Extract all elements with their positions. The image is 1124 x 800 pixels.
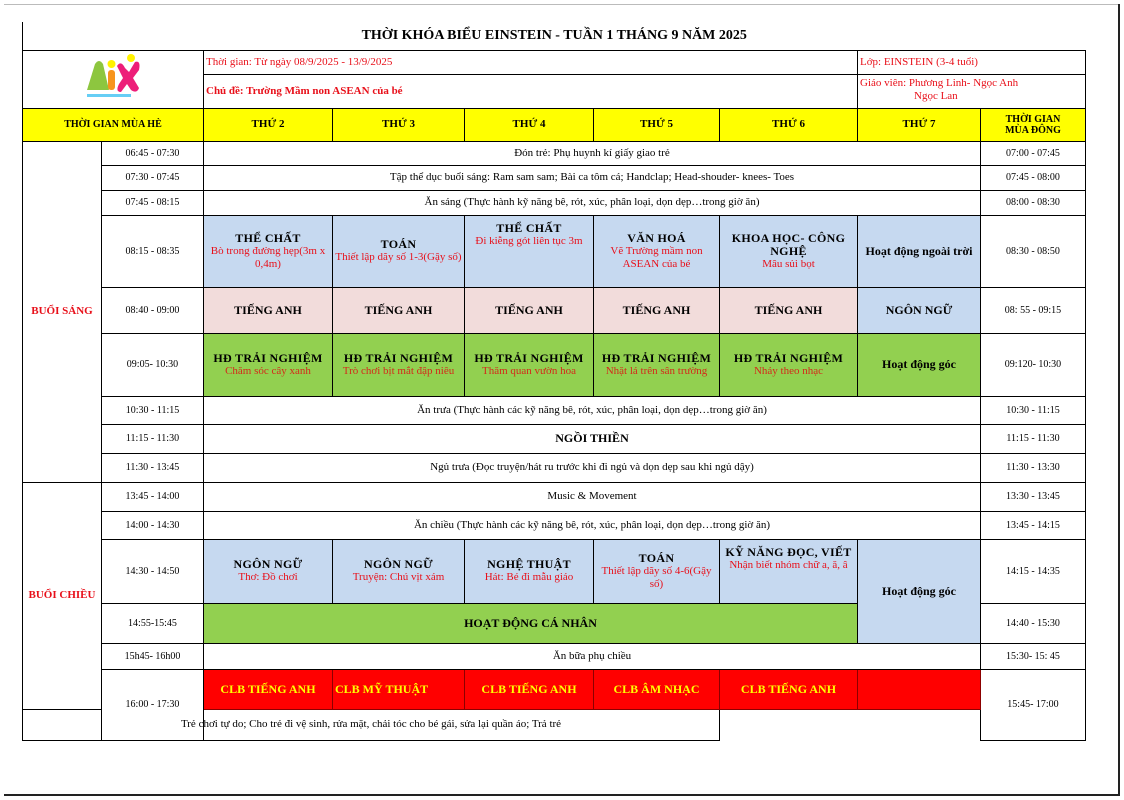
winter-time: 09:120- 10:30	[981, 333, 1086, 396]
header-summer-time: THỜI GIAN MÙA HÈ	[23, 108, 204, 141]
club-cell: CLB TIẾNG ANH	[204, 669, 333, 709]
activity-full-row: Đón trẻ: Phụ huynh kí giấy giao trẻ	[204, 141, 981, 165]
header-winter-time	[981, 108, 1086, 141]
activity-full-row: Ăn trưa (Thực hành các kỹ năng bê, rót, xúc, phân loại, dọn dẹp…trong giờ ăn)	[204, 396, 981, 424]
summer-time: 10:30 - 11:15	[102, 396, 204, 424]
lesson-subject: NGÔN NGỮ	[364, 557, 433, 571]
header-day-sat: THỨ 7	[858, 108, 981, 141]
lesson-activity: Đi kiễng gót liên tục 3m	[475, 234, 583, 247]
winter-time: 08: 55 - 09:15	[981, 287, 1086, 333]
lesson-subject: THỂ CHẤT	[235, 230, 301, 245]
summer-time: 14:00 - 14:30	[102, 511, 204, 539]
winter-time: 15:30- 15: 45	[981, 643, 1086, 669]
header-day-thu: THỨ 5	[594, 108, 720, 141]
winter-time: 11:15 - 11:30	[981, 424, 1086, 453]
page-border-right	[1118, 4, 1120, 796]
schedule-date-range: Thời gian: Từ ngày 08/9/2025 - 13/9/2025	[204, 50, 858, 74]
teacher-line-1: Giáo viên: Phương Linh- Ngọc Anh	[860, 76, 1019, 89]
summer-time: 08:40 - 09:00	[102, 287, 204, 333]
session-morning: BUỔI SÁNG	[23, 141, 102, 482]
summer-time: 15h45- 16h00	[102, 643, 204, 669]
lesson-activity: Thơ: Đồ chơi	[238, 571, 298, 583]
experience-cell	[204, 333, 333, 396]
page-border-top	[4, 4, 1120, 5]
lesson-cell	[594, 539, 720, 603]
page-title: THỜI KHÓA BIỂU EINSTEIN - TUẦN 1 THÁNG 9 NĂM 2025	[23, 22, 1086, 50]
header-winter-line-2: MÙA ĐÔNG	[1005, 124, 1061, 136]
lesson-subject: VĂN HOÁ	[627, 230, 686, 245]
club-cell: CLB ÂM NHẠC	[594, 669, 720, 709]
lesson-language: NGÔN NGỮ	[858, 287, 981, 333]
lesson-cell	[333, 215, 465, 287]
winter-time: 10:30 - 11:15	[981, 396, 1086, 424]
corner-activity: Hoạt động góc	[858, 333, 981, 396]
lesson-activity: Nhảy theo nhạc	[753, 364, 824, 377]
header-winter-line-1: THỜI GIAN	[1005, 113, 1061, 125]
lesson-activity: Bò trong đường hẹp(3m x 0,4m)	[210, 244, 326, 270]
meditation-row: NGỒI THIỀN	[204, 424, 981, 453]
lesson-cell	[204, 215, 333, 287]
club-cell: CLB TIẾNG ANH	[720, 669, 858, 709]
summer-time: 11:30 - 13:45	[102, 453, 204, 482]
school-logo-icon	[81, 52, 145, 102]
lesson-cell	[465, 215, 594, 287]
lesson-activity: Nhặt lá trên sân trường	[605, 364, 708, 377]
lesson-subject: HĐ TRẢI NGHIỆM	[343, 350, 454, 365]
club-cell-empty	[858, 669, 981, 709]
lesson-subject: KỸ NĂNG ĐỌC, VIẾT	[725, 544, 852, 559]
winter-time: 14:40 - 15:30	[981, 603, 1086, 643]
summer-time: 07:30 - 07:45	[102, 165, 204, 190]
schedule-theme: Chủ đề: Trường Mầm non ASEAN của bé	[204, 74, 858, 108]
summer-time: 11:15 - 11:30	[102, 424, 204, 453]
header-day-mon: THỨ 2	[204, 108, 333, 141]
lesson-cell	[204, 539, 333, 603]
lesson-activity: Thiết lập dãy số 1-3(Gậy số)	[335, 251, 462, 263]
lesson-english: TIẾNG ANH	[204, 287, 333, 333]
lesson-subject: HĐ TRẢI NGHIỆM	[213, 350, 323, 365]
summer-time: 06:45 - 07:30	[102, 141, 204, 165]
lesson-subject: HĐ TRẢI NGHIỆM	[601, 350, 712, 365]
winter-time: 14:15 - 14:35	[981, 539, 1086, 603]
lesson-activity: Hát: Bé đi mẫu giáo	[484, 571, 574, 583]
winter-time: 07:00 - 07:45	[981, 141, 1086, 165]
experience-cell	[465, 333, 594, 396]
lesson-english: TIẾNG ANH	[720, 287, 858, 333]
session-afternoon: BUỔI CHIỀU	[23, 482, 102, 709]
page-border-bottom	[4, 794, 1120, 796]
individual-activity-row: HOẠT ĐỘNG CÁ NHÂN	[204, 603, 858, 643]
activity-full-row: Ăn sáng (Thực hành kỹ năng bê, rót, xúc, phân loại, dọn dẹp…trong giờ ăn)	[204, 190, 981, 215]
lesson-subject: KHOA HỌC- CÔNG NGHỆ	[731, 230, 846, 258]
lesson-subject: NGHỆ THUẬT	[487, 557, 571, 571]
teacher-names	[858, 74, 1086, 108]
lesson-cell	[720, 539, 858, 603]
summer-time: 14:55-15:45	[102, 603, 204, 643]
lesson-subject: HĐ TRẢI NGHIỆM	[733, 350, 844, 365]
lesson-activity: Mâu sủi bọt	[762, 257, 815, 270]
lesson-activity: Chăm sóc cây xanh	[225, 364, 311, 377]
lesson-subject: HĐ TRẢI NGHIỆM	[474, 350, 584, 365]
lesson-subject: NGÔN NGỮ	[233, 557, 303, 571]
club-cell: CLB MỸ THUẬT	[333, 669, 465, 709]
header-day-tue: THỨ 3	[333, 108, 465, 141]
activity-full-row: Trẻ chơi tự do; Cho trẻ đi vệ sinh, rửa mặt, chải tóc cho bé gái, sửa lại quần áo; Trả trẻ	[23, 709, 720, 740]
winter-time: 08:30 - 08:50	[981, 215, 1086, 287]
lesson-activity: Thăm quan vườn hoa	[482, 364, 576, 377]
header-day-wed: THỨ 4	[465, 108, 594, 141]
winter-time: 13:30 - 13:45	[981, 482, 1086, 511]
header-day-fri: THỨ 6	[720, 108, 858, 141]
lesson-cell	[465, 539, 594, 603]
logo-cell	[23, 50, 204, 108]
winter-time: 15:45- 17:00	[981, 669, 1086, 740]
lesson-activity: Thiết lập dãy số 4-6(Gậy số)	[601, 564, 712, 590]
lesson-subject: TOÁN	[638, 550, 675, 565]
timetable	[22, 22, 1086, 741]
summer-time: 16:00 - 17:30	[102, 669, 204, 740]
summer-time: 14:30 - 14:50	[102, 539, 204, 603]
winter-time: 13:45 - 14:15	[981, 511, 1086, 539]
lesson-activity: Vẽ Trường mầm non ASEAN của bé	[610, 244, 703, 270]
activity-full-row: Ngủ trưa (Đọc truyện/hát ru trước khi đi ngủ và dọn dẹp sau khi ngủ dậy)	[204, 453, 981, 482]
lesson-activity: Truyện: Chú vịt xám	[352, 571, 445, 583]
club-cell: CLB TIẾNG ANH	[465, 669, 594, 709]
summer-time: 07:45 - 08:15	[102, 190, 204, 215]
summer-time: 08:15 - 08:35	[102, 215, 204, 287]
lesson-english: TIẾNG ANH	[594, 287, 720, 333]
winter-time: 08:00 - 08:30	[981, 190, 1086, 215]
winter-time: 07:45 - 08:00	[981, 165, 1086, 190]
summer-time: 13:45 - 14:00	[102, 482, 204, 511]
lesson-subject: THỂ CHẤT	[496, 220, 562, 235]
lesson-cell	[333, 539, 465, 603]
corner-activity-afternoon: Hoạt động góc	[858, 539, 981, 643]
winter-time: 11:30 - 13:30	[981, 453, 1086, 482]
activity-full-row: Tập thể dục buổi sáng: Ram sam sam; Bài ca tôm cá; Handclap; Head-shouder- knees- Toes	[204, 165, 981, 190]
experience-cell	[333, 333, 465, 396]
class-name: Lớp: EINSTEIN (3-4 tuổi)	[858, 50, 1086, 74]
lesson-english: TIẾNG ANH	[333, 287, 465, 333]
lesson-subject: TOÁN	[380, 237, 417, 251]
summer-time: 09:05- 10:30	[102, 333, 204, 396]
teacher-line-2: Ngọc Lan	[914, 89, 958, 102]
lesson-cell	[720, 215, 858, 287]
activity-full-row: Music & Movement	[204, 482, 981, 511]
lesson-activity: Nhận biết nhóm chữ a, ă, â	[729, 558, 848, 571]
lesson-activity: Trò chơi bịt mắt đập niêu	[342, 364, 455, 377]
experience-cell	[594, 333, 720, 396]
lesson-cell-saturday: Hoạt động ngoài trời	[858, 215, 981, 287]
activity-full-row: Ăn chiều (Thực hành các kỹ năng bê, rót, xúc, phân loại, dọn dẹp…trong giờ ăn)	[204, 511, 981, 539]
lesson-english: TIẾNG ANH	[465, 287, 594, 333]
experience-cell	[720, 333, 858, 396]
lesson-cell	[594, 215, 720, 287]
activity-full-row: Ăn bữa phụ chiều	[204, 643, 981, 669]
